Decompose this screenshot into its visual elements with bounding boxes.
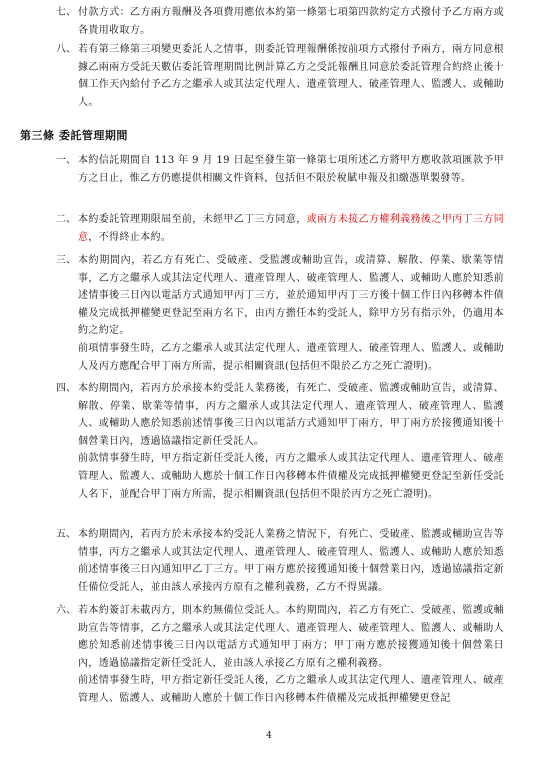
highlighted-text: 或兩方未接乙方權利義務後之甲丙丁三方同意 — [78, 214, 504, 243]
clause-7-payment — [48, 4, 504, 39]
clause-number: 八、 — [56, 44, 76, 55]
clause-body — [78, 526, 504, 596]
section-title: 第三條 委託管理期間 — [20, 129, 128, 142]
clause-body — [78, 252, 504, 375]
clause-paragraph: 本約信託期間自 113 年 9 月 19 日起至發生第一條第七項所述乙方將甲方應收款項匯款予甲方之日止，惟乙方仍應提供相關文件資料，包括但不限於稅賦申報及扣繳憑單製發等。 — [78, 155, 504, 184]
clause-3-1-term — [48, 152, 504, 187]
clause-paragraph: 本約委託管理期限屆至前，未經甲乙丁三方同意，或兩方未接乙方權利義務後之甲丙丁三方同意，不得終止本約。 — [78, 214, 504, 243]
clause-body — [78, 152, 504, 187]
clause-number: 四、 — [56, 383, 76, 394]
clause-body — [78, 602, 504, 708]
clause-3-2-termination — [48, 211, 504, 246]
clause-3-6-no-backup — [48, 602, 504, 708]
clause-number: 六、 — [56, 605, 76, 616]
clause-3-4-backup-trustee — [48, 380, 504, 503]
clause-3-3-trustee-death — [48, 252, 504, 375]
clause-number: 一、 — [56, 155, 76, 166]
clause-number: 七、 — [56, 7, 76, 18]
clause-8-change-trustee — [48, 41, 504, 111]
clause-paragraph: 本約期間內，若丙方於未承接本約受託人業務之情況下，有死亡、受破產、監護或輔助宣告等情事，丙方之繼承人或其法定代理人、遺產管理人、破產管理人、監護人、或輔助人應於知悉前述情事後三日內通知甲乙丁三方。甲丁兩方應於接獲通知後十個營業日內，透過協議指定新任備位受託人，並由該人承接丙方原有之權利義務，乙方不得異議。 — [78, 529, 504, 593]
page-number: 4 — [266, 731, 272, 741]
clause-3-5-backup-incapacity — [48, 526, 504, 596]
clause-paragraph: 前項情事發生時，乙方之繼承人或其法定代理人、遺產管理人、破產管理人、監護人、或輔助人及丙方應配合甲丁兩方所需，提示相關資訊(包括但不限於乙方之死亡證明)。 — [78, 342, 504, 372]
clause-paragraph: 若本約簽訂未載丙方，則本約無備位受託人。本約期間內，若乙方有死亡、受破產、監護或輔助宣告等情事，乙方之繼承人或其法定代理人、遺產管理人、破產管理人、監護人、或輔助人應於知悉前述情事後三日內以電話方式通知甲丁兩方；甲丁兩方應於接獲通知後十個營業日內，透過協議指定新任受託人，並由該人承接乙方原有之權利義務。 — [78, 605, 504, 669]
clause-number: 五、 — [56, 529, 76, 540]
clause-body — [78, 211, 504, 246]
clause-text: 若有第三條第三項變更委託人之情事，則委託管理報酬係按前項方式撥付予兩方，兩方同意根據乙兩兩方受託天數佔委託管理期間比例計算乙方之受託報酬且同意於委託管理合約終止後十個工作天內給付予乙方之繼承人或其法定代理人、遺產管理人、破產管理人、監護人、或輔助人。 — [78, 44, 504, 108]
clause-paragraph: 本約期間內，若丙方於承接本約受託人業務後，有死亡、受破產、監護或輔助宣告，或清算、解散、停業、歇業等情事，丙方之繼承人或其法定代理人、遺產管理人、破產管理人、監護人、或輔助人應於知悉前述情事後三日內以電話方式通知甲丁兩方，甲丁兩方於接獲通知後十個營業日內，透過協議指定新任受託人。 — [78, 383, 504, 447]
clause-number: 三、 — [56, 255, 76, 266]
clause-paragraph: 前款情事發生時，甲方指定新任受託人後，丙方之繼承人或其法定代理人、遺產管理人、破產管理人、監護人、或輔助人應於十個工作日內移轉本件債權及完成抵押權變更登記至新任受託人名下，並配合甲丁兩方所需，提示相關資訊(包括但不限於丙方之死亡證明)。 — [78, 453, 504, 500]
clause-number: 二、 — [56, 214, 76, 225]
clause-paragraph: 本約期間內，若乙方有死亡、受破產、受監護或輔助宣告，或清算、解散、停業、歇業等情事，乙方之繼承人或其法定代理人、遺產管理人、破產管理人、監護人、或輔助人應於知悉前述情事後三日內以電話方式通知甲丙丁三方，並於通知甲丙丁三方後十個工作日內移轉本件債權及完成抵押權變更登記至兩方名下，由丙方擔任本約受託人，除甲方另有指示外，仍適用本約之約定。 — [78, 255, 504, 337]
clause-paragraph: 前述情事發生時，甲方指定新任受託人後，乙方之繼承人或其法定代理人、遺產管理人、破產管理人、監護人、或輔助人應於十個工作日內移轉本件債權及完成抵押權變更登記 — [78, 675, 504, 704]
clause-text: 付款方式：乙方兩方報酬及各項費用應依本約第一條第七項第四款約定方式撥付予乙方兩方或各貴用收取方。 — [78, 7, 504, 36]
clause-body — [78, 380, 504, 503]
